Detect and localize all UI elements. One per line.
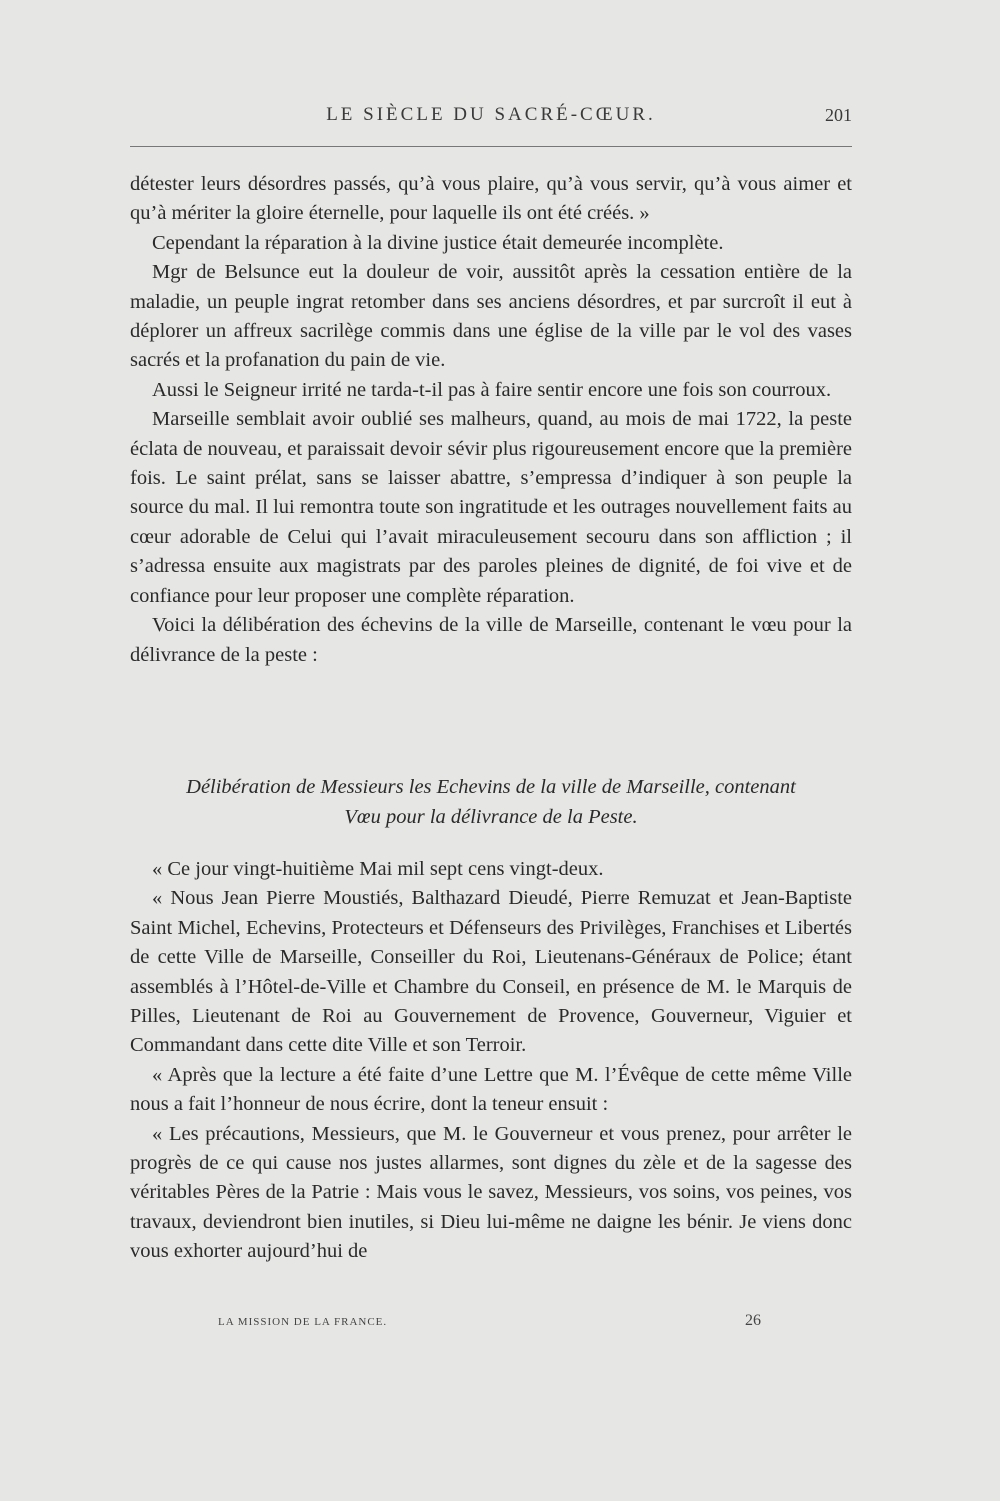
paragraph: Aussi le Seigneur irrité ne tarda-t-il pas à faire sentir encore une fois son courroux. [152,378,832,401]
running-head [130,104,852,134]
paragraph: « Ce jour vingt-huitième Mai mil sept cens vingt-deux. [152,858,604,880]
paragraph: « Après que la lecture a été faite d’une Lettre que M. l’Évêque de cette même Ville nous a fait l’honneur de nous écrire, dont la teneur ensuit : [130,1063,852,1116]
header-rule [130,146,852,147]
paragraph: Voici la délibération des échevins de la ville de Marseille, contenant le vœu pour la délivrance de la peste : [130,614,852,666]
section-heading-line: Délibération de Messieurs les Echevins de la ville de Marseille, contenant [186,776,796,798]
running-title: LE SIÈCLE DU SACRÉ-CŒUR. [326,104,656,125]
body-text-before-heading [130,170,852,670]
paragraph: détester leurs désordres passés, qu’à vous plaire, qu’à vous servir, qu’à vous aimer et qu’à mériter la gloire éternelle, pour laquelle ils ont été créés. » [130,173,852,225]
signature-number: 26 [745,1312,761,1329]
signature-mark: LA MISSION DE LA FRANCE. [218,1316,388,1328]
section-heading [130,772,852,832]
paragraph: Cependant la réparation à la divine justice était demeurée incomplète. [152,231,724,254]
paragraph: « Nous Jean Pierre Moustiés, Balthazard Dieudé, Pierre Remuzat et Jean-Baptiste Saint Michel, Echevins, Protecteurs et Défenseurs des Privilèges, Franchises et Libertés de cette Ville de Marseille, Conseiller du Roi, Lieutenans-Généraux de Police; étant assemblés à l’Hôtel-de-Ville et Chambre du Conseil, en présence de M. le Marquis de Pilles, Lieutenant de Roi au Gouvernement de Provence, Gouverneur, Viguier et Commandant dans cette dite Ville et son Terroir. [130,887,852,1057]
paragraph: « Les précautions, Messieurs, que M. le Gouverneur et vous prenez, pour arrêter le progrès de ce qui cause nos justes allarmes, sont dignes du zèle et de la sagesse des véritables Pères de la Patrie : Mais vous le savez, Messieurs, vos soins, vos peines, vos travaux, deviendront bien inutiles, si Dieu lui-même ne daigne les bénir. Je viens donc vous exhorter aujourd’hui de [130,1122,852,1263]
paragraph: Marseille semblait avoir oublié ses malheurs, quand, au mois de mai 1722, la peste éclata de nouveau, et paraissait devoir sévir plus rigoureusement encore que la première fois. Le saint prélat, sans se laisser abattre, s’empressa d’indiquer à son peuple la source du mal. Il lui remontra toute son ingratitude et les outrages nouvellement faits au cœur adorable de Celui qui l’avait miraculeusement secouru dans son affliction ; il s’adressa ensuite aux magistrats par des paroles pleines de dignité, de foi vive et de confiance pour leur proposer une complète réparation. [130,408,852,607]
paragraph: Mgr de Belsunce eut la douleur de voir, aussitôt après la cessation entière de la maladie, un peuple ingrat retomber dans ses anciens désordres, et par surcroît il eut à déplorer un affreux sacrilège commis dans une église de la ville par le vol des vases sacrés et la profanation du pain de vie. [130,261,852,372]
body-text-after-heading [130,855,852,1267]
section-heading-line: Vœu pour la délivrance de la Peste. [344,806,638,828]
page-number: 201 [825,105,852,125]
